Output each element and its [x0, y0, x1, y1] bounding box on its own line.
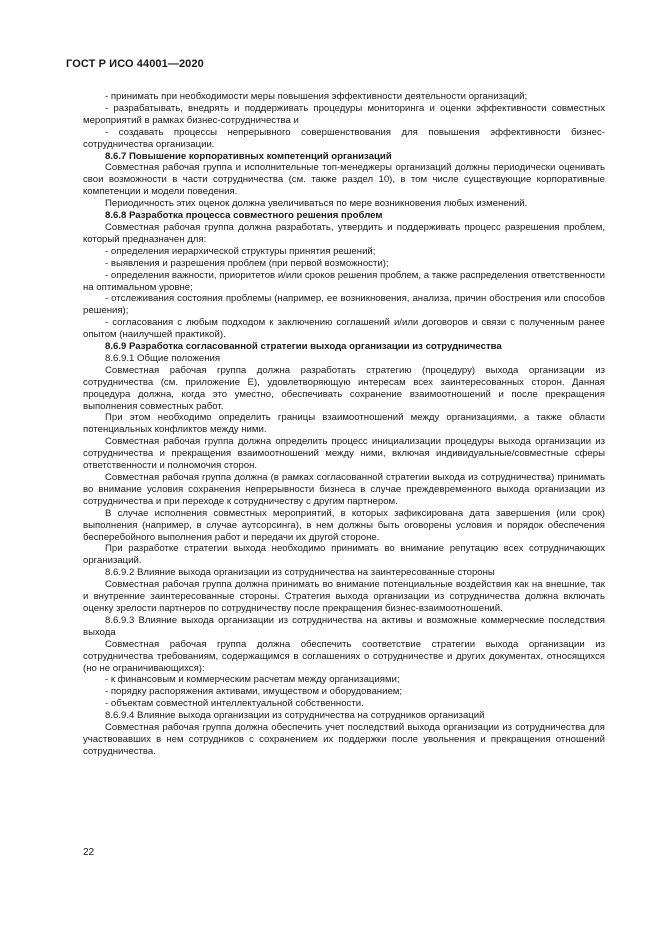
body-paragraph: 8.6.9.4 Влияние выхода организации из сотрудничества на сотрудников организаций	[105, 710, 485, 722]
body-paragraph: 8.6.9.2 Влияние выхода организации из сотрудничества на заинтересованные стороны	[105, 567, 495, 579]
body-paragraph: Совместная рабочая группа должна определить процесс инициализации процедуры выхода организации из сотрудничества и прекращения взаимоотношений между ними, включая индивидуальные/совместные сферы ответственности и полномочия сторон.	[83, 436, 605, 472]
body-paragraph: - к финансовым и коммерческим расчетам между организациями;	[105, 674, 400, 686]
document-header: ГОСТ Р ИСО 44001—2020	[66, 58, 204, 70]
body-paragraph: Совместная рабочая группа должна обеспечить учет последствий выхода организации из сотрудничества для участвовавших в нем сотрудников с сохранением их поддержки после увольнения и прекращения отношений сотрудничества.	[83, 722, 605, 757]
body-paragraph: Совместная рабочая группа должна принимать во внимание потенциальные воздействия как на внешние, так и внутренние заинтересованные стороны. Стратегия выхода организации из сотрудничества должна включать оценку зрелости партнеров по сотрудничеству после прекращения бизнес-взаимоотношений.	[83, 579, 605, 614]
body-paragraph: - определения важности, приоритетов и/или сроков решения проблем, а также распределения ответственности на оптимальном уровне;	[83, 269, 605, 293]
body-paragraph: - создавать процессы непрерывного совершенствования для повышения эффективности бизнес-сотрудничества организации.	[83, 126, 605, 150]
body-paragraph: - согласования с любым подходом к заключению соглашений и/или договоров и связи с полученным ранее опытом (наилучшей практикой).	[83, 317, 605, 341]
body-paragraph: - принимать при необходимости меры повышения эффективности деятельности организаций;	[105, 91, 528, 102]
body-paragraph: При этом необходимо определить границы взаимоотношений между организациями, а также области потенциальных конфликтов между ними.	[83, 412, 605, 436]
body-paragraph: Совместная рабочая группа должна разработать, утвердить и поддерживать процесс разрешения проблем, который предназначен для:	[83, 221, 605, 245]
body-paragraph: 8.6.9.1 Общие положения	[105, 352, 221, 364]
body-paragraph: 8.6.9.3 Влияние выхода организации из сотрудничества на активы и возможные коммерческие последствия выхода	[83, 614, 605, 638]
body-paragraph: В случае исполнения совместных мероприятий, в которых зафиксирована дата завершения (или срок) выполнения (например, в случае аутсорсинга), в нем должны быть оговорены условия и порядок обеспечения бесперебойного выполнения работ и передачи их другой стороне.	[83, 507, 605, 543]
body-paragraph: При разработке стратегии выхода необходимо принимать во внимание репутацию всех сотрудничающих организаций.	[83, 543, 605, 567]
page-number: 22	[83, 847, 95, 858]
body-paragraph: Периодичность этих оценок должна увеличиваться по мере возникновения любых изменений.	[105, 198, 528, 210]
document-body	[83, 91, 605, 758]
body-paragraph: Совместная рабочая группа и исполнительные топ-менеджеры организаций должны периодически оценивать свои возможности в части сотрудничества (см. также раздел 10), в том числе существующие корпоративные компетенции и модели поведения.	[83, 162, 605, 198]
body-paragraph: - определения иерархической структуры принятия решений;	[105, 245, 376, 257]
body-paragraph: Совместная рабочая группа должна (в рамках согласованной стратегии выхода из сотрудничества) принимать во внимание условия сохранения непрерывности бизнеса в случае преждевременного выхода организации из сотрудничества и при переходе к сотрудничеству с другим партнером.	[83, 472, 605, 507]
body-paragraph: - отслеживания состояния проблемы (например, ее возникновения, анализа, причин обострения или способов решения);	[83, 293, 605, 317]
body-paragraph: - объектам совместной интеллектуальной собственности.	[105, 698, 364, 710]
body-paragraph: Совместная рабочая группа должна разработать стратегию (процедуру) выхода организации из сотрудничества (см. приложение Е), удовлетворяющую интересам всех заинтересованных сторон. Данная процедура должна, когда это уместно, обеспечивать сохранение взаимоотношений и после прекращения выполнения совместных работ.	[83, 364, 605, 412]
section-heading: 8.6.8 Разработка процесса совместного решения проблем	[105, 210, 383, 222]
body-paragraph: - разрабатывать, внедрять и поддерживать процедуры мониторинга и оценки эффективности совместных мероприятий в рамках бизнес-сотрудничества и	[83, 102, 605, 126]
body-paragraph: - выявления и разрешения проблем (при первой возможности);	[105, 257, 389, 269]
section-heading: 8.6.7 Повышение корпоративных компетенций организаций	[105, 150, 392, 162]
body-paragraph: - порядку распоряжения активами, имуществом и оборудованием;	[105, 686, 403, 698]
body-paragraph: Совместная рабочая группа должна обеспечить соответствие стратегии выхода организации из сотрудничества требованиям, содержащимся в соглашениях о сотрудничестве и других документах, относящихся (но не ограничивающихся):	[83, 638, 605, 674]
section-heading: 8.6.9 Разработка согласованной стратегии выхода организации из сотрудничества	[105, 341, 502, 353]
